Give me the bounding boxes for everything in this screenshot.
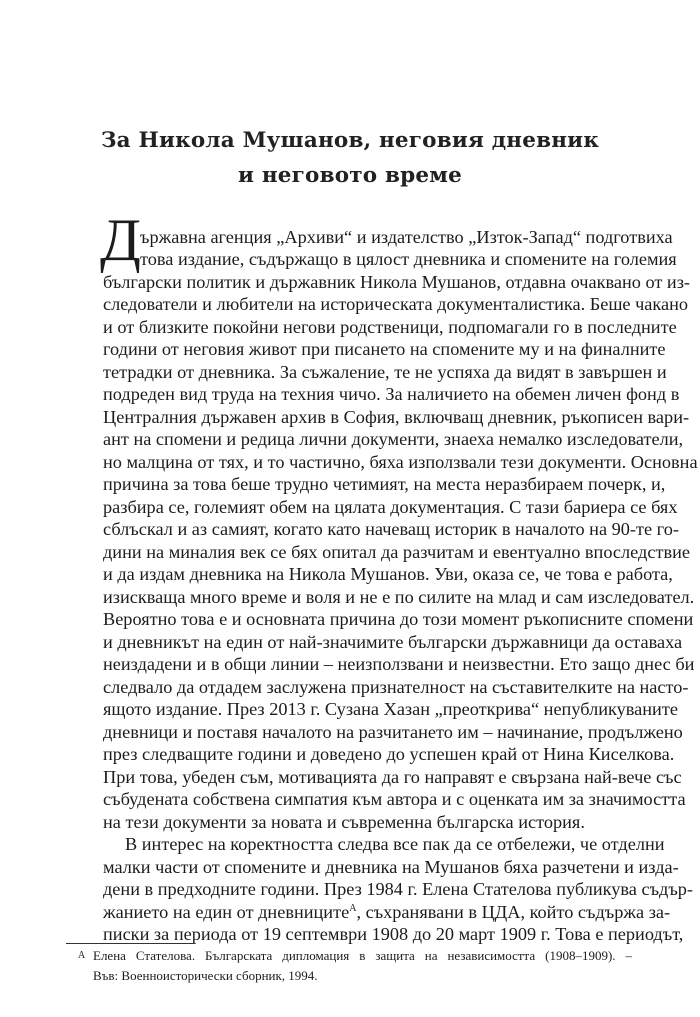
chapter-title-line-1: За Никола Мушанов, неговия дневник — [100, 128, 600, 153]
body-line: през следващите години и доведено до успешен край от Нина Киселкова. — [103, 744, 675, 764]
body-line: дневници и поставя началото на разчитането им – начинание, продължено — [103, 722, 683, 742]
body-line: подреден вид труда на техния чичо. За наличието на обемен личен фонд в — [103, 384, 680, 404]
body-line: неиздадени и в общи линии – неизползвани и неизвестни. Ето защо днес би — [103, 654, 695, 674]
footnote-line-1: Елена Стателова. Българската дипломация в защита на независимостта (1908–1909). – — [93, 948, 632, 963]
body-line: ант на спомени и редица лични документи, знаеха немалко изследователи, — [103, 429, 684, 449]
body-line: тетрадки от дневника. За съжаление, те не успяха да видят в завършен и — [103, 362, 667, 382]
body-line: дени в предходните години. През 1984 г. Елена Стателова публикува съдър- — [103, 879, 694, 899]
body-line: и да издам дневника на Никола Мушанов. Уви, оказа се, че това е работа, — [103, 564, 673, 584]
body-line: това издание, съдържащо в цялост дневника и спомените на големия — [140, 249, 677, 269]
footnote-reference[interactable]: А — [349, 902, 357, 914]
footnote-separator — [66, 943, 194, 944]
footnote-line-2: Във: Военноисторически сборник, 1994. — [93, 968, 318, 983]
body-line: ящото издание. През 2013 г. Сузана Хазан „преоткрива“ непубликуваните — [103, 699, 678, 719]
body-line: Централния държавен архив в София, включващ дневник, ръкописен вари- — [103, 407, 690, 427]
body-line: на тези документи за новата и съвременна българска история. — [103, 812, 585, 832]
body-line: години от неговия живот при писането на спомените му и на финалните — [103, 339, 666, 359]
body-line: следователи и любители на историческата документалистика. Беше чакано — [103, 294, 689, 314]
body-line: но малцина от тях, и то частично, бяха използвали тези документи. Основна — [103, 452, 698, 472]
body-line: дини на миналия век се бях опитал да разчитам и евентуално впоследствие — [103, 542, 690, 562]
body-line: и от близките покойни негови родственици, подпомагали го в последните — [103, 317, 677, 337]
body-line: български политик и държавник Никола Мушанов, отдавна очаквано от из- — [103, 272, 691, 292]
body-line: При това, убеден съм, мотивацията да го направят е свързана най-вече със — [103, 767, 682, 787]
body-text-fragment: жанието на един от дневниците — [103, 902, 350, 922]
footnote-marker: А — [78, 950, 86, 961]
drop-cap: Д — [100, 207, 141, 273]
body-line: В интерес на коректността следва все пак да се отбележи, че отделни — [125, 834, 665, 854]
body-line: събудената собствена симпатия към автора и с оценката им за значимостта — [103, 789, 686, 809]
body-line: писки за периода от 19 септември 1908 до 20 март 1909 г. Това е периодът, — [103, 924, 684, 944]
body-line: разбира се, големият обем на цялата документация. С тази бариера се бях — [103, 497, 678, 517]
chapter-title-line-2: и неговото време — [238, 163, 462, 188]
body-line: и дневникът на един от най-значимите български държавници да оставаха — [103, 632, 683, 652]
body-line: причина за това беше трудно четимият, на места неразбираем почерк, и, — [103, 474, 666, 494]
body-text-fragment: , съхранявани в ЦДА, който съдържа за- — [356, 902, 671, 922]
body-line: изискваща много време и воля и не е по силите на млад и сам изследовател. — [103, 587, 695, 607]
body-line: следвало да отдадем заслужена признателност на съставителките на насто- — [103, 677, 689, 697]
body-line: малки части от спомените и дневника на Мушанов бяха разчетени и изда- — [103, 857, 679, 877]
body-line: Вероятно това е и основната причина до този момент ръкописните спомени — [103, 609, 694, 629]
body-line: сблъскал и аз самият, когато като начеващ историк в началото на 90-те го- — [103, 519, 679, 539]
body-line: ържавна агенция „Архиви“ и издателство „Изток-Запад“ подготвиха — [140, 227, 673, 247]
